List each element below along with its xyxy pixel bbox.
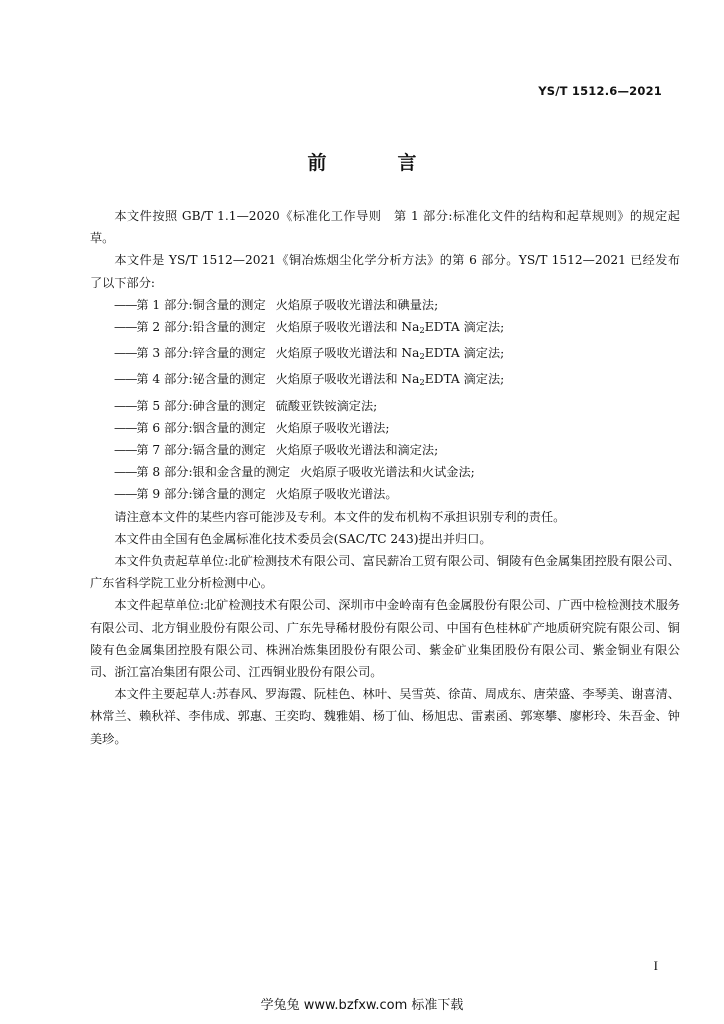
list-item: ——第 9 部分:锑含量的测定 火焰原子吸收光谱法。: [114, 487, 398, 502]
parts-list: [90, 294, 680, 506]
list-item: ——第 2 部分:铅含量的测定 火焰原子吸收光谱法和 $Na_2EDTA$ 滴定法;: [114, 320, 505, 337]
paragraph-patent-notice: 请注意本文件的某些内容可能涉及专利。本文件的发布机构不承担识别专利的责任。: [114, 509, 566, 524]
paragraph-lead-drafters: 本文件负责起草单位:北矿检测技术有限公司、富民薪冶工贸有限公司、铜陵有色金属集团控股有限公司、广东省科学院工业分析检测中心。: [90, 554, 680, 591]
page-title: 前 言: [307, 152, 443, 174]
page-number: I: [653, 958, 658, 973]
footer-watermark: 学兔兔 www.bzfxw.com 标准下载: [260, 998, 464, 1013]
list-item: ——第 3 部分:锌含量的测定 火焰原子吸收光谱法和 $Na_2EDTA$ 滴定法;: [114, 346, 505, 363]
list-item: ——第 5 部分:砷含量的测定 硫酸亚铁铵滴定法;: [114, 398, 378, 413]
list-item: ——第 4 部分:铋含量的测定 火焰原子吸收光谱法和 $Na_2EDTA$ 滴定法;: [114, 372, 505, 389]
list-item: ——第 6 部分:铟含量的测定 火焰原子吸收光谱法;: [114, 420, 390, 435]
list-item: ——第 8 部分:银和金含量的测定 火焰原子吸收光谱法和火试金法;: [114, 465, 475, 480]
paragraph-main-drafters: 本文件主要起草人:苏春风、罗海霞、阮桂色、林叶、吴雪英、徐苗、周成东、唐荣盛、李琴美、谢喜清、林常兰、赖秋祥、李伟成、郭惠、王奕昀、魏雅娟、杨丁仙、杨旭忠、雷素函、郭寒攀、廖彬玲、朱吾金、钟美珍。: [90, 687, 680, 746]
document-body: [90, 205, 680, 750]
document-number: YS/T 1512.6—2021: [538, 84, 662, 98]
list-item: ——第 1 部分:铜含量的测定 火焰原子吸收光谱法和碘量法;: [114, 297, 439, 312]
paragraph-proposer: 本文件由全国有色金属标准化技术委员会(SAC/TC 243)提出并归口。: [114, 531, 492, 546]
paragraph-drafting-rules: 本文件按照 GB/T 1.1—2020《标准化工作导则 第 1 部分:标准化文件的结构和起草规则》的规定起草。: [90, 209, 680, 246]
list-item: ——第 7 部分:镉含量的测定 火焰原子吸收光谱法和滴定法;: [114, 443, 439, 458]
paragraph-drafting-units: 本文件起草单位:北矿检测技术有限公司、深圳市中金岭南有色金属股份有限公司、广西中检检测技术服务有限公司、北方铜业股份有限公司、广东先导稀材股份有限公司、中国有色桂林矿产地质研究院有限公司、铜陵有色金属集团控股有限公司、株洲冶炼集团股份有限公司、紫金矿业集团股份有限公司、紫金铜业有限公司、浙江富冶集团有限公司、江西铜业股份有限公司。: [90, 598, 680, 680]
paragraph-series-intro: 本文件是 YS/T 1512—2021《铜冶炼烟尘化学分析方法》的第 6 部分。YS/T 1512—2021 已经发布了以下部分:: [90, 253, 680, 290]
